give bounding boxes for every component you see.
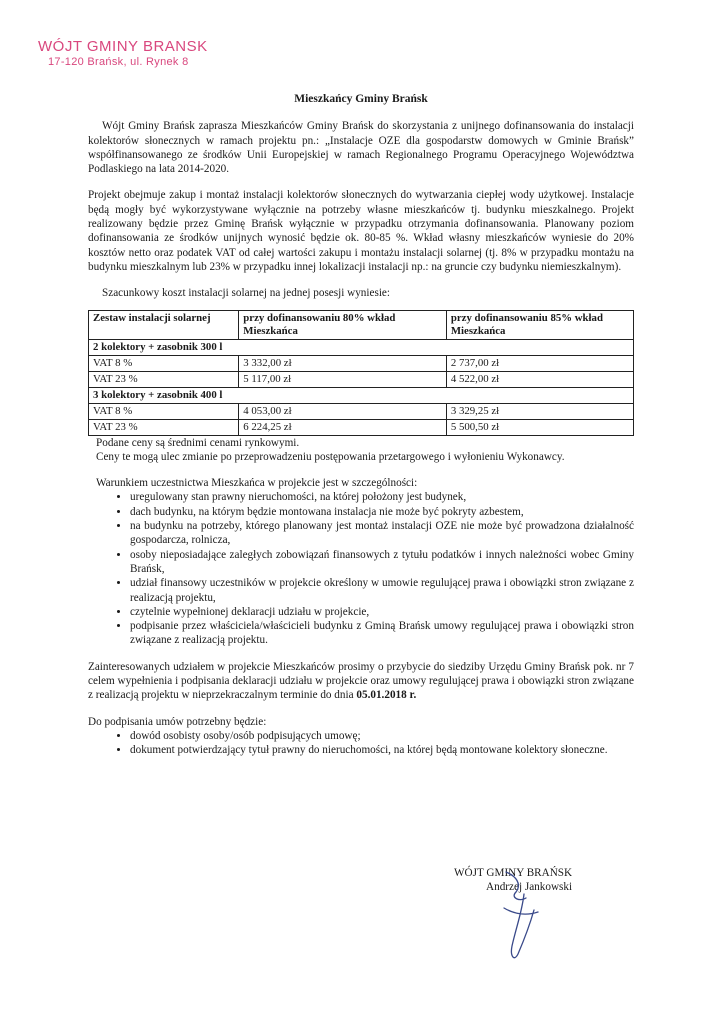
letter-title: Mieszkańcy Gminy Brańsk [294, 93, 428, 105]
table-cell: 5 117,00 zł [239, 371, 447, 387]
table-header-row [89, 310, 634, 339]
table-cell: VAT 8 % [89, 355, 239, 371]
list-item: • podpisanie przez właściciela/właścicieli budynku z Gminą Brańsk umowy regulującej prawa i obowiązki stron związane z realizacją projektu. [130, 619, 634, 648]
group-label: 2 kolektory + zasobnik 300 l [89, 339, 634, 355]
table-cell: 4 053,00 zł [239, 403, 447, 419]
table-row [89, 355, 634, 371]
header-cell: przy dofinansowaniu 80% wkład Mieszkańca [239, 310, 447, 339]
price-note-2: Ceny te mogą ulec zmianie po przeprowadzeniu postępowania przetargowego i wyłonieniu Wykonawcy. [96, 450, 565, 463]
signatory-title: WÓJT GMINY BRAŃSK [454, 867, 573, 879]
list-item: • uregulowany stan prawny nieruchomości, na której położony jest budynek, [130, 490, 634, 504]
list-item: • dokument potwierdzający tytuł prawny do nieruchomości, na której będą montowane kolektory słoneczne. [130, 743, 634, 757]
signatory-name: Andrzej Jankowski [486, 881, 573, 893]
header-cell: Zestaw instalacji solarnej [89, 310, 239, 339]
project-paragraph: Projekt obejmuje zakup i montaż instalacji kolektorów słonecznych do wytwarzania ciepłej wody użytkowej. Instalacje będą mogły być wykorzystywane wyłącznie na potrzeby własne mieszkańców tj. budynku mieszkalnego. Projekt realizowany będzie przez Gminę Brańsk wyłącznie w przypadku otrzymania dofinansowania. Planowany poziom dofinansowania ze środków unijnych wynosić będzie ok. 80-85 %. Wkład własny mieszkańców wyniesie do 20% kosztów netto oraz podatek VAT od całej wartości zakupu i montażu instalacji solarnej (tj. 8% w przypadku montażu na budynku mieszkalnym lub 23% w przypadku innej lokalizacji instalacji np.: na gruncie czy budynku niemieszkalnym). [88, 189, 634, 273]
table-group-row [89, 339, 634, 355]
letter-body [88, 92, 634, 758]
price-note-1: Podane ceny są średnimi cenami rynkowymi. [96, 436, 300, 449]
table-cell: VAT 8 % [89, 403, 239, 419]
conditions-list [88, 490, 634, 647]
cost-table [88, 310, 634, 436]
table-cell: VAT 23 % [89, 419, 239, 435]
table-cell: 3 332,00 zł [239, 355, 447, 371]
invite-paragraph [88, 660, 634, 703]
group-label: 3 kolektory + zasobnik 400 l [89, 387, 634, 403]
table-cell: 5 500,50 zł [446, 419, 633, 435]
list-item: • dowód osobisty osoby/osób podpisujących umowę; [130, 729, 634, 743]
table-row [89, 403, 634, 419]
intro-paragraph: Wójt Gminy Brańsk zaprasza Mieszkańców Gminy Brańsk do skorzystania z unijnego dofinansowania do instalacji kolektorów słonecznych w ramach projektu pn.: „Instalacje OZE dla gospodarstw domowych w Gminie Brańsk” współfinansowanego ze środków Unii Europejskiej w ramach Regionalnego Programu Operacyjnego Województwa Podlaskiego na lata 2014-2020. [88, 120, 634, 176]
handwritten-signature [486, 868, 556, 968]
documents-list [88, 729, 634, 758]
table-cell: VAT 23 % [89, 371, 239, 387]
table-cell: 2 737,00 zł [446, 355, 633, 371]
table-cell: 3 329,25 zł [446, 403, 633, 419]
list-item: • czytelnie wypełnionej deklaracji udziału w projekcie, [130, 605, 634, 619]
documents-intro: Do podpisania umów potrzebny będzie: [88, 715, 267, 728]
conditions-intro: Warunkiem uczestnictwa Mieszkańca w projekcie jest w szczególności: [96, 477, 418, 490]
header-cell: przy dofinansowaniu 85% wkład Mieszkańca [446, 310, 633, 339]
table-row [89, 419, 634, 435]
list-item: • osoby nieposiadające zaległych zobowiązań finansowych z tytułu podatków i innych należności wobec Gminy Brańsk, [130, 548, 634, 577]
invite-text: Zainteresowanych udziałem w projekcie Mieszkańców prosimy o przybycie do siedziby Urzędu Gminy Brańsk pok. nr 7 celem wypełnienia i podpisania deklaracji udziału w projekcie oraz umowy regulującej prawa i obowiązki stron związane z realizacją projektu w nieprzekraczalnym terminie do dnia [88, 660, 634, 702]
office-stamp [38, 38, 208, 68]
table-cell: 4 522,00 zł [446, 371, 633, 387]
deadline-date: 05.01.2018 r. [356, 689, 417, 702]
table-row [89, 371, 634, 387]
stamp-line-2: 17-120 Brańsk, ul. Rynek 8 [48, 56, 189, 68]
table-group-row [89, 387, 634, 403]
table-cell: 6 224,25 zł [239, 419, 447, 435]
stamp-line-1: WÓJT GMINY BRANSK [38, 38, 208, 55]
list-item: • udział finansowy uczestników w projekcie określony w umowie regulującej prawa i obowiązki stron związane z realizacją projektu, [130, 576, 634, 605]
cost-intro: Szacunkowy koszt instalacji solarnej na jednej posesji wyniesie: [102, 287, 391, 300]
list-item: • na budynku na potrzeby, którego planowany jest montaż instalacji OZE nie może być prowadzona działalność gospodarcza, rolnicza, [130, 519, 634, 548]
list-item: • dach budynku, na którym będzie montowana instalacja nie może być pokryty azbestem, [130, 505, 634, 519]
